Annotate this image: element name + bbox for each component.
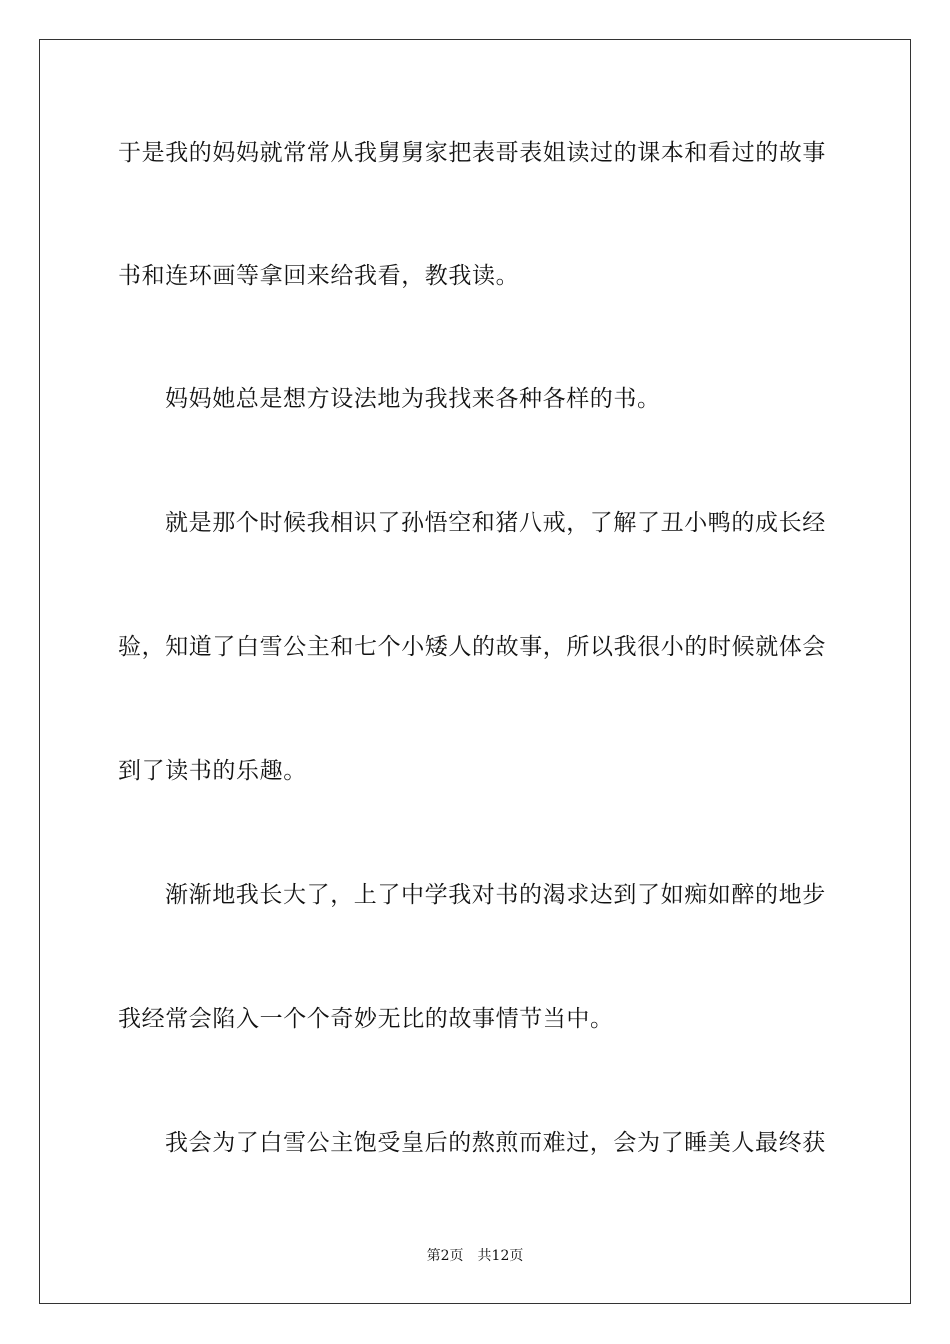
page-number: 第2页 [426,1248,464,1264]
page-border [39,39,911,1304]
text-line-6: 到了读书的乐趣。 [118,758,307,784]
text-line-2: 书和连环画等拿回来给我看，教我读。 [118,263,520,289]
text-line-1: 于是我的妈妈就常常从我舅舅家把表哥表姐读过的课本和看过的故事 [118,140,826,166]
text-line-7: 渐渐地我长大了，上了中学我对书的渴求达到了如痴如醉的地步 [165,882,826,908]
text-line-8: 我经常会陷入一个个奇妙无比的故事情节当中。 [118,1006,614,1032]
text-line-4: 就是那个时候我相识了孙悟空和猪八戒，了解了丑小鸭的成长经 [165,510,826,536]
text-line-5: 验，知道了白雪公主和七个小矮人的故事，所以我很小的时候就体会 [118,634,826,660]
page-footer [0,1247,950,1265]
text-line-3: 妈妈她总是想方设法地为我找来各种各样的书。 [165,386,661,412]
text-line-9: 我会为了白雪公主饱受皇后的熬煎而难过，会为了睡美人最终获 [165,1130,826,1156]
page-total: 共12页 [477,1248,524,1264]
